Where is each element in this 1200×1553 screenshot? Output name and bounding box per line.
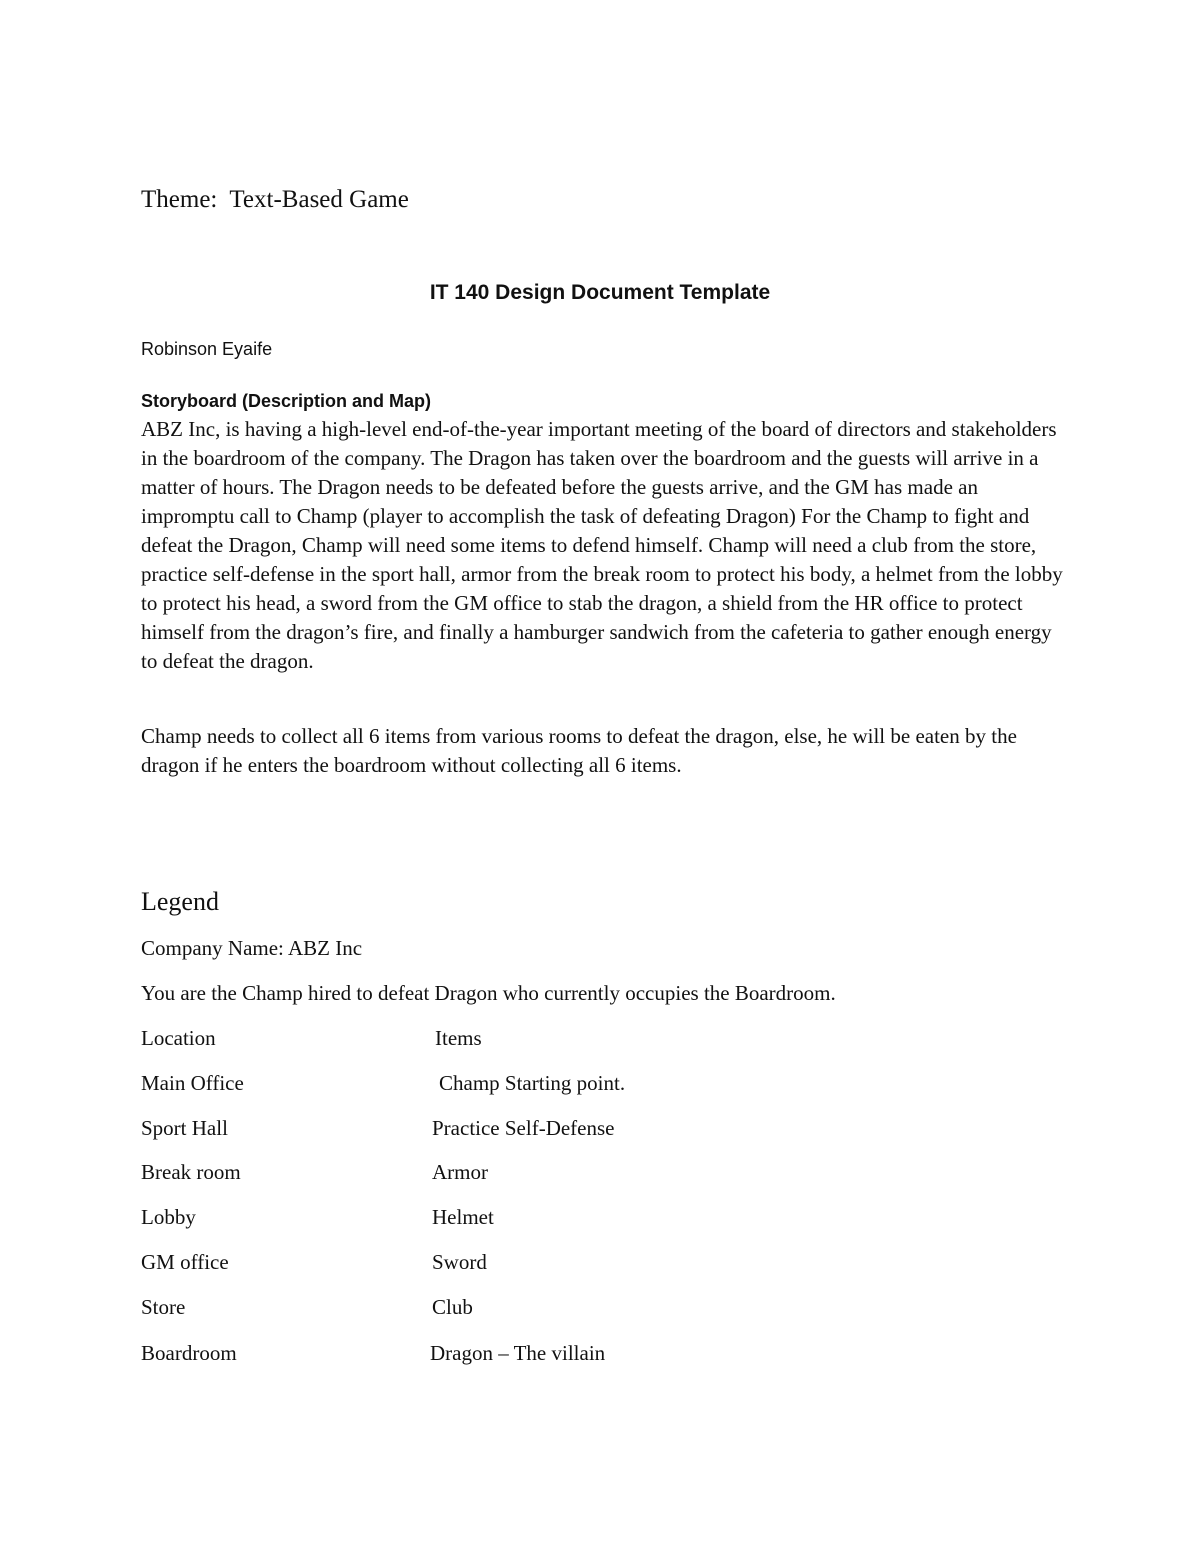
row-item: Champ Starting point.	[439, 1071, 626, 1095]
theme-line: Theme: Text-Based Game	[141, 186, 409, 213]
legend-row	[141, 1116, 841, 1146]
legend-row	[141, 1341, 841, 1371]
company-name-line: Company Name: ABZ Inc	[141, 936, 363, 960]
row-location: Store	[141, 1295, 186, 1319]
legend-row	[141, 1205, 841, 1235]
document-title: IT 140 Design Document Template	[429, 281, 771, 304]
author-name: Robinson Eyaife	[141, 339, 273, 359]
row-item: Helmet	[432, 1205, 494, 1229]
row-location: Main Office	[141, 1071, 244, 1095]
storyboard-paragraph-2: Champ needs to collect all 6 items from various rooms to defeat the dragon, else, he will be eaten by the dragon if he enters the boardroom without collecting all 6 items.	[141, 724, 1017, 777]
row-item: Dragon – The villain	[430, 1341, 606, 1365]
legend-row	[141, 1295, 841, 1325]
row-location: GM office	[141, 1250, 229, 1274]
row-item: Club	[432, 1295, 473, 1319]
row-location: Break room	[141, 1160, 241, 1184]
legend-intro-line: You are the Champ hired to defeat Dragon who currently occupies the Boardroom.	[141, 981, 836, 1005]
column-header-items: Items	[435, 1026, 482, 1050]
legend-row	[141, 1250, 841, 1280]
row-item: Sword	[432, 1250, 487, 1274]
legend-table-header	[141, 1026, 841, 1056]
legend-row	[141, 1160, 841, 1190]
row-location: Lobby	[141, 1205, 196, 1229]
row-location: Boardroom	[141, 1341, 237, 1365]
row-item: Practice Self-Defense	[432, 1116, 615, 1140]
storyboard-heading: Storyboard (Description and Map)	[141, 391, 432, 411]
legend-row	[141, 1071, 841, 1101]
legend-heading: Legend	[141, 887, 219, 916]
column-header-location: Location	[141, 1026, 216, 1050]
row-location: Sport Hall	[141, 1116, 228, 1140]
row-item: Armor	[432, 1160, 488, 1184]
storyboard-paragraph-1: ABZ Inc, is having a high-level end-of-the-year important meeting of the board of directors and stakeholders in the boardroom of the company. The Dragon has taken over the boardroom and the guests will arrive in a matter of hours. The Dragon needs to be defeated before the guests arrive, and the GM has made an impromptu call to Champ (player to accomplish the task of defeating Dragon) For the Champ to fight and defeat the Dragon, Champ will need some items to defend himself. Champ will need a club from the store, practice self-defense in the sport hall, armor from the break room to protect his body, a helmet from the lobby to protect his head, a sword from the GM office to stab the dragon, a shield from the HR office to protect himself from the dragon’s fire, and finally a hamburger sandwich from the cafeteria to gather enough energy to defeat the dragon.	[141, 417, 1063, 673]
